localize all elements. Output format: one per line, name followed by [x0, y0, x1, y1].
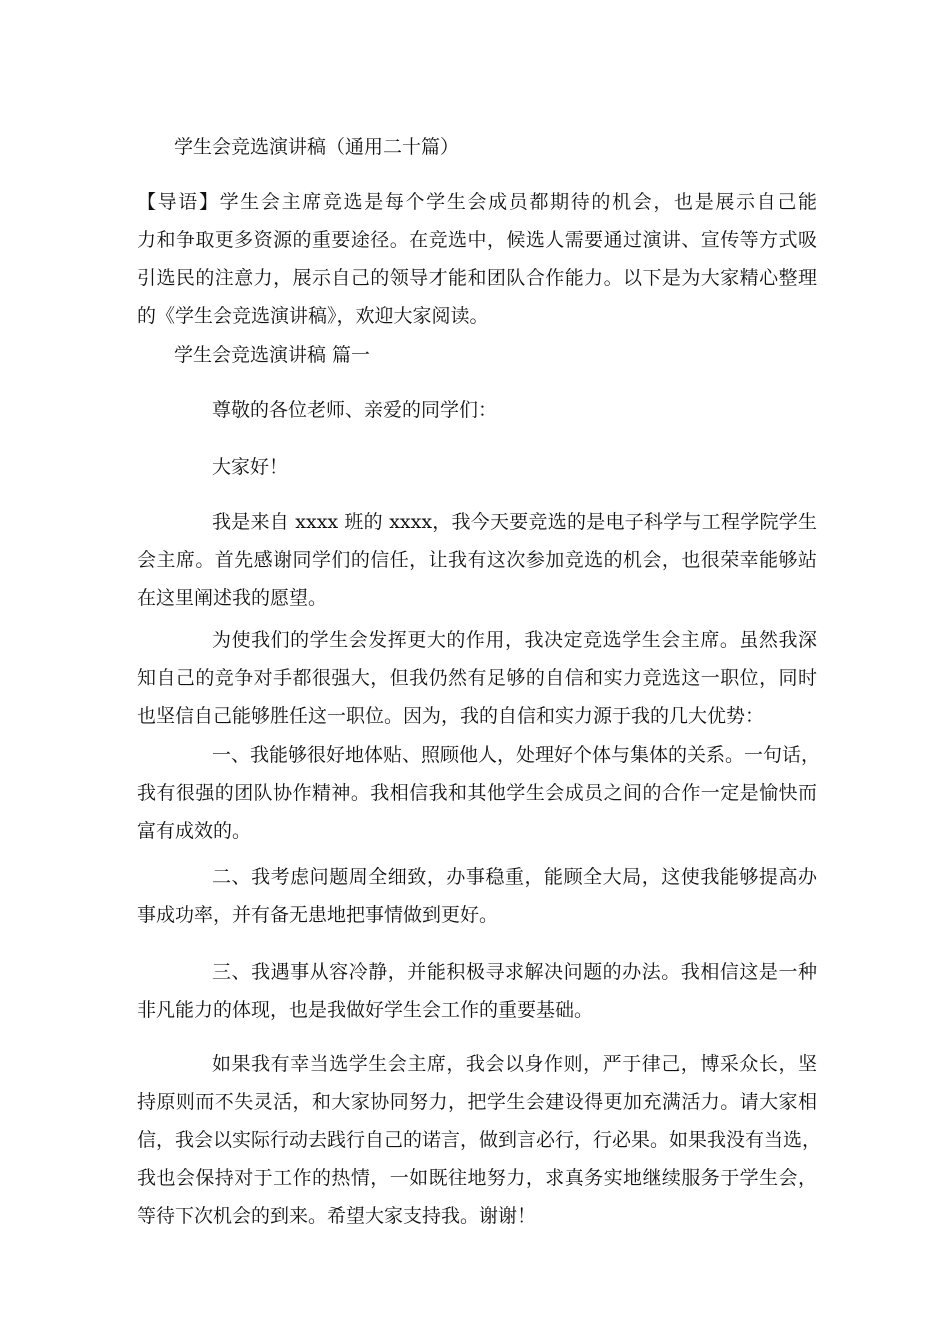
text-line: 持原则而不失灵活，和大家协同努力，把学生会建设得更加充满活力。请大家相 — [137, 1091, 817, 1113]
text-line: 三、我遇事从容冷静，并能积极寻求解决问题的办法。我相信这是一种 — [212, 961, 817, 983]
text-line: 非凡能力的体现，也是我做好学生会工作的重要基础。 — [137, 999, 594, 1021]
paragraph-5 — [137, 953, 817, 1029]
paragraph-1 — [137, 503, 817, 617]
text-line: 事成功率，并有备无患地把事情做到更好。 — [137, 904, 499, 926]
text-line: 我是来自 xxxx 班的 xxxx，我今天要竞选的是电子科学与工程学院学生 — [212, 511, 817, 533]
paragraph-6 — [137, 1045, 822, 1235]
greeting-paragraph — [137, 391, 817, 429]
text-line: 在这里阐述我的愿望。 — [137, 587, 328, 609]
paragraph-2 — [137, 621, 817, 735]
text-line: 尊敬的各位老师、亲爱的同学们： — [212, 399, 498, 421]
intro-paragraph — [137, 183, 817, 335]
text-line: 为使我们的学生会发挥更大的作用，我决定竞选学生会主席。虽然我深 — [212, 629, 817, 651]
paragraph-3 — [137, 736, 821, 850]
text-line: 知自己的竞争对手都很强大，但我仍然有足够的自信和实力竞选这一职位，同时 — [137, 667, 817, 689]
text-line: 信，我会以实际行动去践行自己的诺言，做到言必行，行必果。如果我没有当选， — [137, 1129, 822, 1151]
text-line: 我也会保持对于工作的热情，一如既往地努力，求真务实地继续服务于学生会， — [137, 1167, 817, 1189]
text-line: 大家好！ — [212, 456, 289, 478]
document-title: 学生会竞选演讲稿（通用二十篇） — [174, 136, 460, 158]
text-line: 力和争取更多资源的重要途径。在竞选中，候选人需要通过演讲、宣传等方式吸 — [137, 229, 817, 251]
text-line: 引选民的注意力，展示自己的领导才能和团队合作能力。以下是为大家精心整理 — [137, 267, 817, 289]
paragraph-4 — [137, 858, 817, 934]
section-heading: 学生会竞选演讲稿 篇一 — [174, 344, 371, 366]
text-line: 也坚信自己能够胜任这一职位。因为，我的自信和实力源于我的几大优势： — [137, 705, 765, 727]
text-line: 富有成效的。 — [137, 820, 252, 842]
text-line: 二、我考虑问题周全细致，办事稳重，能顾全大局，这使我能够提高办 — [212, 866, 817, 888]
text-line: 如果我有幸当选学生会主席，我会以身作则，严于律己，博采众长，坚 — [212, 1053, 817, 1075]
text-line: 的《学生会竞选演讲稿》，欢迎大家阅读。 — [137, 305, 489, 327]
text-line: 【导语】学生会主席竞选是每个学生会成员都期待的机会，也是展示自己能 — [137, 191, 817, 213]
text-line: 一、我能够很好地体贴、照顾他人，处理好个体与集体的关系。一句话， — [212, 744, 821, 766]
text-line: 我有很强的团队协作精神。我相信我和其他学生会成员之间的合作一定是愉快而 — [137, 782, 817, 804]
text-line: 会主席。首先感谢同学们的信任，让我有这次参加竞选的机会，也很荣幸能够站 — [137, 549, 817, 571]
hello-paragraph — [137, 448, 817, 486]
text-line: 等待下次机会的到来。希望大家支持我。谢谢！ — [137, 1205, 537, 1227]
